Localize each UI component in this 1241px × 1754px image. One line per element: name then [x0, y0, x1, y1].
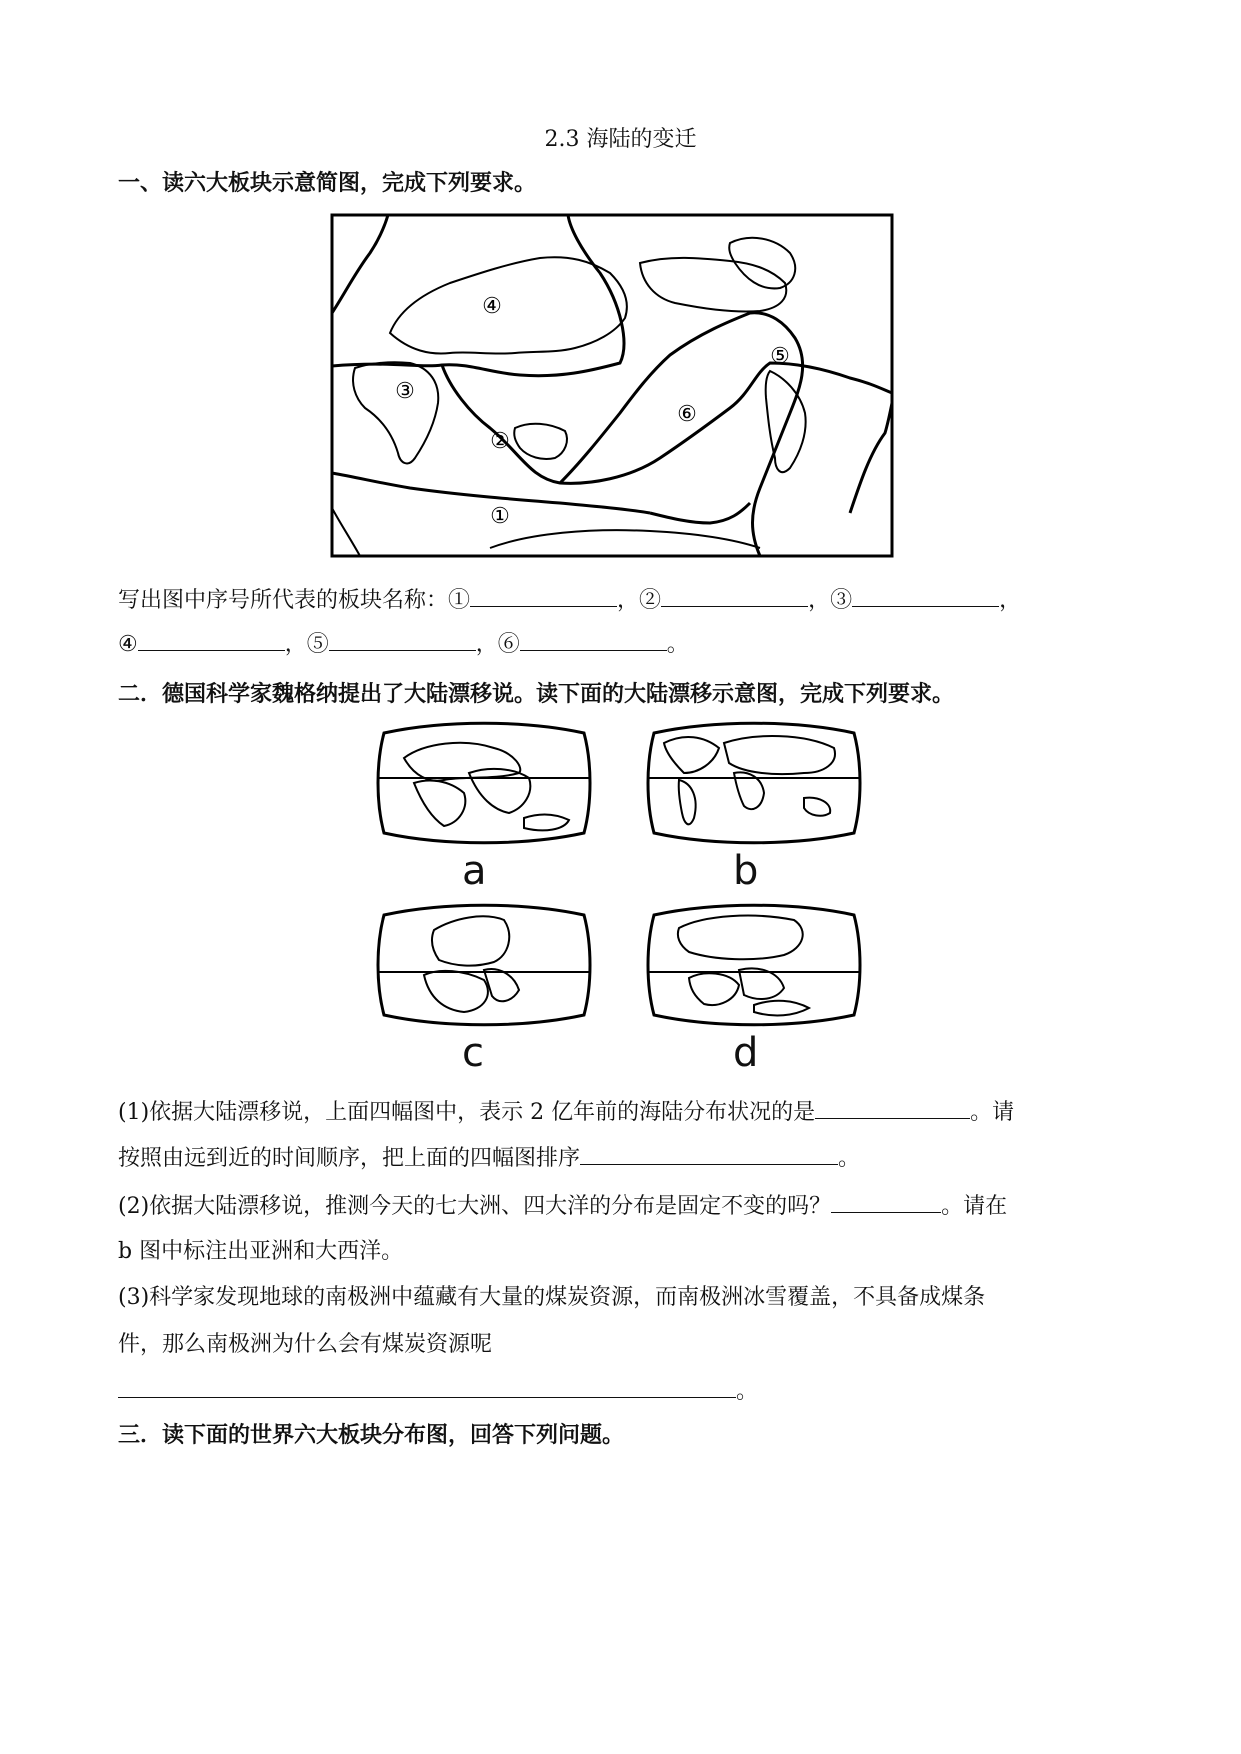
answer-blank-plate-3[interactable] [852, 584, 999, 607]
q3-line-1: (3)科学家发现地球的南极洲中蕴藏有大量的煤炭资源，而南极洲冰雪覆盖，不具备成煤条 [118, 1285, 986, 1310]
plate-marker-2: ② [490, 429, 510, 454]
section-1-heading: 一、读六大板块示意简图，完成下列要求。 [118, 170, 537, 196]
drift-pane-d [644, 900, 864, 1030]
plate-marker-4: ④ [482, 294, 502, 319]
drift-pane-label-c: c [462, 1030, 484, 1076]
drift-pane-b [644, 718, 864, 848]
section-1-question-line-1: 写出图中序号所代表的板块名称：① ，② ，③ ， [118, 584, 1021, 616]
drift-pane-label-a: a [462, 848, 487, 894]
plate-marker-6: ⑥ [497, 632, 520, 657]
answer-blank-plate-5[interactable] [329, 628, 476, 651]
plate-marker-4: ④ [118, 632, 138, 657]
plate-marker-6: ⑥ [677, 402, 697, 427]
answer-blank-q2[interactable] [831, 1190, 941, 1213]
drift-pane-c [374, 900, 594, 1030]
answer-blank-plate-6[interactable] [520, 628, 667, 651]
plate-marker-1: ① [448, 588, 471, 613]
answer-blank-plate-1[interactable] [470, 584, 617, 607]
plate-marker-5: ⑤ [306, 632, 329, 657]
q1-line-1: (1)依据大陆漂移说，上面四幅图中，表示 2 亿年前的海陆分布状况的是 。请 [118, 1096, 1014, 1128]
q3-line-2: 件，那么南极洲为什么会有煤炭资源呢 [118, 1332, 493, 1357]
q2-line-2: b 图中标注出亚洲和大西洋。 [118, 1239, 404, 1264]
drift-pane-a [374, 718, 594, 848]
q3-answer-line: 。 [118, 1375, 758, 1407]
drift-pane-label-d: d [733, 1030, 759, 1076]
section-3-heading: 三．读下面的世界六大板块分布图，回答下列问题。 [118, 1422, 625, 1448]
q2-line-1: (2)依据大陆漂移说，推测今天的七大洲、四大洋的分布是固定不变的吗？ 。请在 [118, 1190, 1007, 1222]
plate-marker-5: ⑤ [770, 344, 790, 369]
section-2-heading: 二．德国科学家魏格纳提出了大陆漂移说。读下面的大陆漂移示意图，完成下列要求。 [118, 681, 955, 707]
plate-marker-3: ③ [395, 379, 415, 404]
answer-blank-q3[interactable] [118, 1375, 736, 1398]
plate-marker-1: ① [490, 504, 510, 529]
page-title: 2.3 海陆的变迁 [544, 127, 697, 152]
q1-line-2: 按照由远到近的时间顺序，把上面的四幅图排序 。 [118, 1142, 860, 1174]
drift-pane-label-b: b [733, 848, 759, 894]
answer-blank-q1-b[interactable] [580, 1142, 838, 1165]
section-1-question-line-2: ④ ，⑤ ，⑥ 。 [118, 628, 689, 660]
plate-marker-3: ③ [830, 588, 853, 613]
plate-marker-2: ② [639, 588, 662, 613]
answer-blank-q1-a[interactable] [815, 1096, 970, 1119]
plate-map-figure [330, 213, 894, 558]
answer-blank-plate-2[interactable] [661, 584, 808, 607]
answer-blank-plate-4[interactable] [138, 628, 285, 651]
